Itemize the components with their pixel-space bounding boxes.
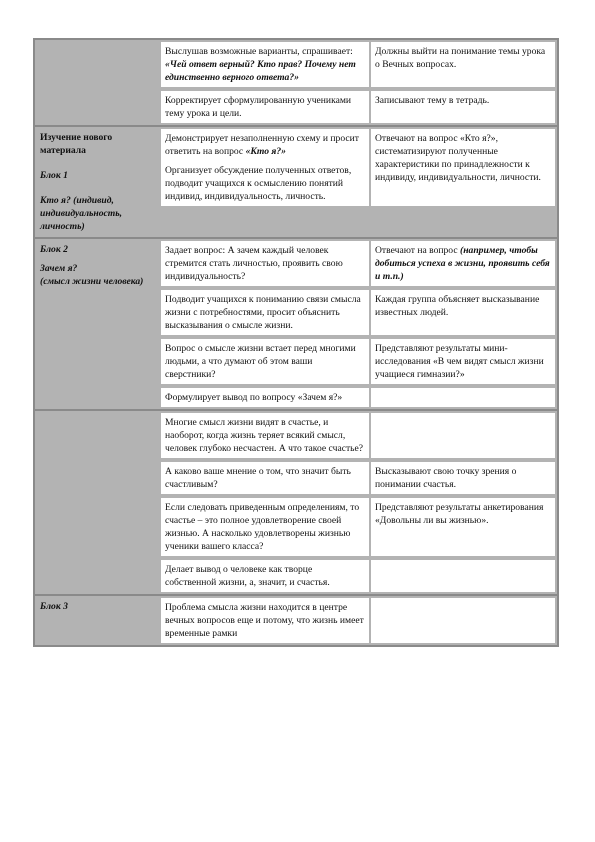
stage-cell	[35, 411, 159, 594]
teacher-cell: Демонстрирует незаполненную схему и просит ответить на вопрос «Кто я?» Организует обсуждение полученных ответов, подводит учащихся к осмыслению понятий индивид, индивидуальность, личность.	[161, 129, 369, 206]
student-cell: Представляют результаты анкетирования «Довольны ли вы жизнью».	[371, 498, 555, 556]
block-title: Блок 2	[40, 244, 68, 255]
block-note: (смысл жизни человека)	[40, 276, 144, 287]
teacher-cell: Задает вопрос: А зачем каждый человек стремится стать личностью, проявить свою индивидуальность?	[161, 241, 369, 286]
teacher-cell: Если следовать приведенным определениям, то счастье – это полное удовлетворение своей жизнью. А насколько удовлетворены жизнью ученики вашего класса?	[161, 498, 369, 556]
teacher-cell: Делает вывод о человеке как творце собственной жизни, а, значит, и счастья.	[161, 560, 369, 592]
block-subtitle: Кто я? (индивид, индивидуальность, личность)	[40, 195, 123, 232]
table-row	[35, 239, 557, 409]
table-row	[35, 596, 557, 645]
block-title: Блок 3	[40, 601, 68, 612]
activity-row	[159, 89, 557, 125]
teacher-cell: Выслушав возможные варианты, спрашивает: «Чей ответ верный? Кто прав? Почему нет единственно верного ответа?»	[161, 42, 369, 87]
block-title: Блок 1	[40, 170, 68, 181]
teacher-cell: Подводит учащихся к пониманию связи смысла жизни с потребностями, просит объяснить высказывания о смысле жизни.	[161, 290, 369, 335]
table-row	[35, 411, 557, 594]
teacher-cell: Проблема смысла жизни находится в центре вечных вопросов еще и потому, что жизнь имеет временные рамки	[161, 598, 369, 643]
stage-cell	[35, 239, 159, 409]
table-row	[35, 127, 557, 237]
block-subtitle: Зачем я?	[40, 263, 78, 274]
student-cell	[371, 388, 555, 407]
activity-row	[159, 460, 557, 496]
activity-row	[159, 411, 557, 460]
student-cell: Должны выйти на понимание темы урока о Вечных вопросах.	[371, 42, 555, 87]
stage-cell	[35, 127, 159, 237]
student-cell	[371, 413, 555, 458]
student-cell: Каждая группа объясняет высказывание известных людей.	[371, 290, 555, 335]
activity-row	[159, 558, 557, 594]
student-cell: Отвечают на вопрос «Кто я?», систематизируют полученные характеристики по принадлежности к индивиду, индивидуальности, личности.	[371, 129, 555, 206]
table-row	[35, 40, 557, 125]
stage-cell	[35, 40, 159, 125]
student-cell	[371, 598, 555, 643]
activity-row	[159, 239, 557, 288]
teacher-cell: А каково ваше мнение о том, что значит быть счастливым?	[161, 462, 369, 494]
teacher-cell: Многие смысл жизни видят в счастье, и наоборот, когда жизнь теряет всякий смысл, человек глубоко несчастен. А что такое счастье?	[161, 413, 369, 458]
student-cell: Высказывают свою точку зрения о понимании счастья.	[371, 462, 555, 494]
lesson-plan-table	[33, 38, 559, 647]
teacher-cell: Корректирует сформулированную учениками тему урока и цели.	[161, 91, 369, 123]
activity-row	[159, 127, 557, 208]
student-cell: Записывают тему в тетрадь.	[371, 91, 555, 123]
teacher-cell: Вопрос о смысле жизни встает перед многими людьми, а что думают об этом ваши сверстники?	[161, 339, 369, 384]
activity-row	[159, 40, 557, 89]
student-cell: Отвечают на вопрос (например, чтобы добиться успеха в жизни, проявить себя и т.п.)	[371, 241, 555, 286]
activity-row	[159, 386, 557, 409]
stage-cell	[35, 596, 159, 645]
stage-title: Изучение нового материала	[40, 132, 113, 156]
student-cell: Представляют результаты мини-исследования «В чем видят смысл жизни учащиеся гимназии?»	[371, 339, 555, 384]
activity-row	[159, 496, 557, 558]
student-cell	[371, 560, 555, 592]
teacher-cell: Формулирует вывод по вопросу «Зачем я?»	[161, 388, 369, 407]
activity-row	[159, 337, 557, 386]
activity-row	[159, 596, 557, 645]
activity-row	[159, 288, 557, 337]
